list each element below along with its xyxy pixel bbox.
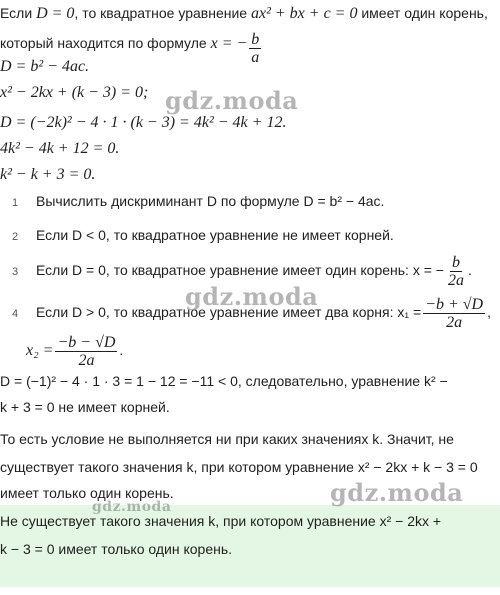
step-1 — [0, 192, 384, 212]
step-text: Если D > 0, то квадратное уравнение имеет два корня: x₁ = — [36, 304, 422, 320]
calc-line-1: D = (−1)² − 4 · 1 · 3 = 1 − 12 = −11 < 0, следовательно, уравнение k² − — [0, 373, 448, 389]
watermark-logo: gdz.moda — [165, 86, 299, 115]
text-segment: Если — [0, 5, 37, 21]
step-number: 2 — [12, 231, 19, 243]
step-number: 3 — [12, 266, 19, 278]
text-segment: . — [467, 262, 472, 278]
fraction-denominator: 2a — [78, 351, 95, 369]
conclusion-line-2: существует такого значения k, при котором уравнение x² − 2kx + k − 3 = 0 — [0, 459, 478, 475]
step-text: Если D < 0, то квадратное уравнение не имеет корней. — [36, 227, 394, 243]
step-2 — [0, 226, 394, 246]
conclusion-line-1: То есть условие не выполняется ни при каких значениях k. Значит, не — [0, 431, 454, 447]
text-segment: , то квадратное уравнение — [74, 5, 251, 21]
fraction-denominator: a — [251, 49, 260, 67]
text-segment: имеет один корень, — [357, 5, 488, 21]
fraction-numerator: −b − √D — [57, 333, 116, 351]
conclusion-line-3: имеет только один корень. — [0, 485, 174, 501]
calc-line-2: k + 3 = 0 не имеет корней. — [0, 399, 170, 415]
formula-discriminant: D = b² − 4ac. — [0, 58, 90, 75]
fraction-numerator: b — [251, 31, 260, 49]
fraction — [446, 254, 466, 289]
fraction — [423, 296, 485, 331]
intro-line-1 — [0, 4, 488, 23]
equation-eq: 4k² − 4k + 12 = 0. — [0, 140, 120, 157]
fraction — [55, 334, 117, 369]
math-inline: x₂ = — [26, 342, 54, 359]
equation-simplified: k² − k + 3 = 0. — [0, 166, 96, 183]
answer-line-2: k − 3 = 0 имеет только один корень. — [0, 541, 233, 557]
fraction-denominator: 2a — [446, 313, 463, 331]
text-segment: который находится по формуле — [0, 35, 211, 51]
watermark-logo: gdz.moda — [330, 478, 464, 507]
fraction-numerator: b — [451, 253, 460, 271]
text-segment: , — [487, 304, 491, 320]
answer-line-1: Не существует такого значения k, при котором уравнение x² − 2kx + — [0, 513, 442, 529]
math-inline: x = − — [210, 35, 248, 52]
step-number: 1 — [12, 197, 19, 209]
step-number: 4 — [12, 308, 19, 320]
discriminant-calc: D = (−2k)² − 4 · 1 · (k − 3) = 4k² − 4k + 12. — [0, 114, 287, 131]
math-inline: ax² + bx + c = 0 — [250, 5, 358, 22]
watermark-logo: gdz.moda — [92, 499, 172, 515]
step-text: Вычислить дискриминант D по формуле D = b² − 4ac. — [36, 193, 385, 209]
math-inline: D = 0 — [36, 5, 75, 22]
watermark-logo: gdz.moda — [185, 282, 319, 311]
equation: x² − 2kx + (k − 3) = 0; — [0, 84, 149, 101]
fraction-numerator: −b + √D — [425, 295, 484, 313]
fraction — [249, 31, 261, 67]
step-4-x2 — [26, 332, 123, 369]
step-text: Если D = 0, то квадратное уравнение имеет один корень: x = − — [36, 262, 444, 278]
text-segment: . — [119, 342, 124, 358]
fraction-denominator: 2a — [447, 271, 464, 289]
